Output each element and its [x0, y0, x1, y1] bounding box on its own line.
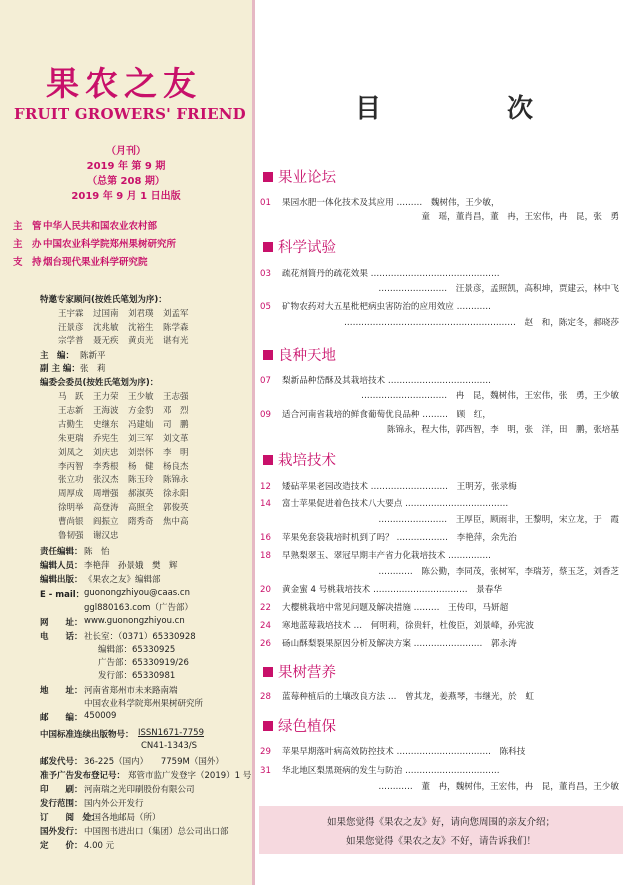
person-name: 聂无疾 — [93, 336, 119, 346]
person-name: 刘庆忠 — [93, 447, 119, 458]
tel-line: 广告部：65330919/26 — [98, 658, 189, 668]
distribution-value: 国内外公开发行 — [84, 799, 144, 809]
tel-line: 社长室：（0371）65330928 — [84, 632, 196, 642]
name-row — [58, 418, 198, 430]
org-name: 中国农业科学院郑州果树研究所 — [43, 239, 177, 250]
section-marker-icon — [263, 350, 273, 360]
note-line: 如果您觉得《果农之友》好，请向您周围的亲友介绍； — [326, 817, 555, 828]
toc-page-number: 01 — [260, 198, 271, 208]
org-row — [13, 236, 176, 250]
section-title: 绿色植保 — [278, 719, 336, 735]
staff-label: 编辑人员： — [40, 561, 83, 571]
person-name: 陈锦永 — [163, 475, 189, 486]
person-name: 刘三军 — [128, 433, 154, 444]
org-role: 主 管 — [13, 221, 42, 232]
cn-value: CN41-1343/S — [141, 741, 198, 751]
toc-page-number: 05 — [260, 302, 271, 312]
person-name: 张汉杰 — [93, 475, 119, 486]
staff-label: 编辑出版： — [40, 575, 83, 585]
person-name: 李秀根 — [93, 461, 119, 472]
toc-panel — [255, 0, 627, 885]
name-row — [58, 487, 198, 499]
person-name: 徐永阳 — [163, 489, 189, 500]
person-name: 杨 健 — [128, 461, 154, 472]
name-row — [58, 390, 198, 402]
toc-entry-title: 砀山酥梨裂果原因分析及解决方案 …………………… 郭永涛 — [282, 639, 517, 649]
toc-page-number: 18 — [260, 551, 271, 561]
toc-page-number: 31 — [260, 766, 271, 776]
toc-entry-authors: 童 瑶，董肖昌，董 冉，王宏伟，冉 昆，张 勇 — [421, 212, 619, 222]
toc-entry[interactable] — [260, 549, 491, 561]
name-row — [58, 334, 198, 346]
toc-entry-title: 梨新品种岱酥及其栽培技术 ……………………………… — [282, 376, 491, 386]
section-marker-icon — [263, 721, 273, 731]
email-1[interactable]: guonongzhiyou@caas.cn — [84, 588, 190, 598]
name-row — [58, 404, 198, 416]
toc-entry-title: 苹果免套袋栽培时机到了吗？ ……………… 李艳萍，余先治 — [282, 533, 517, 543]
org-row — [13, 218, 157, 232]
person-name: 宗学普 — [58, 336, 84, 346]
person-name: 张立功 — [58, 475, 84, 486]
issn-label: 中国标准连续出版物号： — [40, 730, 134, 740]
total-issue: （总第 208 期） — [87, 176, 165, 187]
person-name: 陈学森 — [163, 322, 189, 333]
committee-label: 编委会委员(按姓氏笔划为序)： — [40, 378, 159, 388]
toc-page-number: 28 — [260, 692, 271, 702]
section-title: 果树营养 — [278, 665, 336, 681]
toc-entry-title: 华北地区梨黑斑病的发生与防治 …………………………… — [282, 766, 500, 776]
person-name: 乔宪生 — [93, 433, 119, 444]
tel-label: 电 话： — [40, 632, 83, 642]
toc-entry-authors: ………… 陈公勤，李同茂，张树军，李瑞芳，蔡玉芝，刘香芝 — [378, 567, 619, 577]
person-name: 王宇霖 — [58, 309, 84, 319]
person-name: 王志新 — [58, 405, 84, 416]
section-title: 果业论坛 — [278, 170, 336, 186]
subscribe-value: 全国各地邮局（所） — [84, 813, 161, 823]
person-name: 朱更瑞 — [58, 433, 84, 444]
section-marker-icon — [263, 667, 273, 677]
printer-value: 河南瑞之光印刷股份有限公司 — [84, 785, 195, 795]
toc-entry[interactable] — [260, 583, 502, 595]
masthead-panel — [0, 0, 252, 885]
toc-section-heading[interactable] — [263, 449, 336, 470]
name-row — [58, 446, 198, 458]
toc-entry-authors: ………… 董 冉，魏树伟，王宏伟，冉 昆，董肖昌，王少敏 — [378, 782, 619, 792]
person-name: 王力荣 — [93, 392, 119, 402]
toc-entry[interactable] — [260, 531, 517, 543]
address-line: 中国农业科学院郑州果树研究所 — [84, 699, 204, 709]
section-title: 科学试验 — [278, 240, 336, 256]
section-title: 良种天地 — [278, 348, 336, 364]
deputy-editor-value: 张 莉 — [80, 364, 106, 374]
toc-page-number: 14 — [260, 499, 271, 509]
tel-line: 编辑部：65330925 — [98, 645, 176, 655]
website-link[interactable]: www.guonongzhiyou.cn — [84, 616, 185, 626]
adlicense-label: 准予广告发布登记号： — [40, 771, 126, 781]
person-name: 马 跃 — [58, 392, 84, 402]
person-name: 邓 烈 — [163, 405, 189, 416]
person-name: 刘孟军 — [163, 309, 189, 319]
org-name: 烟台现代果业科学研究院 — [43, 257, 148, 268]
toc-page-number: 16 — [260, 533, 271, 543]
name-row — [58, 529, 198, 541]
toc-entry[interactable] — [260, 764, 500, 776]
toc-entry-title: 富士苹果促进着色技术八大要点 ……………………………… — [282, 499, 509, 509]
toc-entry-title: 蓝莓种植后的土壤改良方法 … 曾其龙，姜燕琴，韦继光，於 虹 — [282, 692, 534, 702]
name-row — [58, 501, 198, 513]
toc-page-number: 24 — [260, 621, 271, 631]
toc-entry[interactable] — [260, 267, 500, 279]
editor-value: 陈新平 — [80, 351, 106, 361]
person-name: 周增强 — [93, 489, 119, 500]
name-row — [58, 321, 198, 333]
section-title: 栽培技术 — [278, 453, 336, 469]
toc-entry[interactable] — [260, 690, 534, 702]
staff-value: 李艳萍 孙景娥 樊 辉 — [84, 561, 178, 571]
toc-entry-title: 疏花剂简丹的疏花效果 ……………………………………… — [282, 269, 500, 279]
toc-page-number: 07 — [260, 376, 271, 386]
staff-value: 陈 怡 — [84, 547, 110, 557]
person-name: 曹尚银 — [58, 517, 84, 528]
person-name: 周厚成 — [58, 489, 84, 500]
person-name: 鲁韧强 — [58, 531, 84, 541]
toc-entry-title: 适合河南省栽培的鲜食葡萄优良品种 ……… 顾 红， — [282, 410, 491, 420]
person-name: 刘文革 — [163, 433, 189, 444]
postal-label: 邮发代号： — [40, 757, 83, 767]
issn-value: ISSN1671-7759 — [138, 728, 204, 738]
note-line: 如果您觉得《果农之友》不好，请告诉我们！ — [345, 836, 536, 847]
address-label: 地 址： — [40, 686, 83, 696]
person-name: 王少敏 — [128, 392, 154, 402]
toc-title: 目 次 — [355, 94, 584, 124]
section-marker-icon — [263, 172, 273, 182]
toc-entry-authors: …………………… 王厚臣，顾雨非，王黎明，宋立龙，于 霞 — [378, 515, 619, 525]
person-name: 杨良杰 — [163, 461, 189, 472]
person-name: 徐明举 — [58, 503, 84, 514]
section-marker-icon — [263, 455, 273, 465]
magazine-title-en: FRUIT GROWERS' FRIEND — [14, 105, 246, 123]
printer-label: 印 刷： — [40, 785, 83, 795]
person-name: 汪景彦 — [58, 322, 84, 333]
toc-entry-title: 果园水肥一体化技术及其应用 ……… 魏树伟，王少敏， — [282, 198, 500, 208]
toc-entry[interactable] — [260, 619, 534, 631]
toc-entry-authors: 陈锦永，程大伟，郭西智，李 明，张 洋，田 鹏，张培基 — [386, 425, 619, 435]
person-name: 陈玉玲 — [128, 475, 154, 486]
person-name: 黄贞光 — [128, 336, 154, 346]
adlicense-value: 郑管市监广发登字（2019）1 号 — [128, 771, 252, 781]
subscribe-label: 订 阅 处： — [40, 813, 100, 823]
toc-section-heading[interactable] — [263, 166, 336, 187]
advisors-label: 特邀专家顾问(按姓氏笔划为序)： — [40, 295, 167, 305]
zip-value: 450009 — [84, 711, 117, 721]
name-row — [58, 515, 198, 527]
person-name: 高登涛 — [93, 503, 119, 514]
toc-entry-title: 苹果早期落叶病高效防控技术 …………………………… 陈科技 — [282, 747, 526, 757]
toc-entry[interactable] — [260, 745, 525, 757]
org-role: 主 办 — [13, 239, 42, 250]
toc-section-heading[interactable] — [263, 344, 336, 365]
toc-section-heading[interactable] — [263, 661, 336, 682]
toc-entry-title: 早熟梨翠玉、翠冠早期丰产省力化栽培技术 …………… — [282, 551, 491, 561]
person-name: 冯建灿 — [128, 419, 154, 430]
toc-entry-title: 矮砧苹果老园改造技术 ……………………… 王明芳，张录梅 — [282, 482, 517, 492]
price-label: 定 价： — [40, 841, 83, 851]
toc-entry[interactable] — [260, 480, 517, 492]
person-name: 阎振立 — [93, 517, 119, 528]
postal-value: 36-225（国内） 7759M（国外） — [84, 757, 224, 767]
person-name: 高照全 — [128, 503, 154, 514]
toc-entry-title: 寒地蓝莓栽培技术 … 何明莉，徐贵轩，杜俊臣，刘景峰，孙宪波 — [282, 621, 534, 631]
name-row — [58, 432, 198, 444]
toc-entry-authors: ………………………… 冉 昆，魏树伟，王宏伟，张 勇，王少敏 — [361, 391, 619, 401]
price-value: 4.00 元 — [84, 841, 115, 851]
publish-date: 2019 年 9 月 1 日出版 — [71, 191, 181, 202]
person-name: 王志强 — [163, 392, 189, 402]
toc-entry[interactable] — [260, 497, 508, 509]
toc-section-heading[interactable] — [263, 236, 336, 257]
toc-page-number: 26 — [260, 639, 271, 649]
toc-page-number: 29 — [260, 747, 271, 757]
frequency: （月刊） — [106, 146, 146, 157]
toc-page-number: 03 — [260, 269, 271, 279]
person-name: 李丙智 — [58, 461, 84, 472]
person-name: 郝淑英 — [128, 489, 154, 500]
tel-line: 发行部：65330981 — [98, 671, 176, 681]
toc-entry-authors: …………………………………………………… 赵 和，陈定冬，郝晓莎 — [343, 318, 619, 328]
toc-page-number: 20 — [260, 585, 271, 595]
name-row — [58, 460, 198, 472]
zip-label: 邮 编： — [40, 713, 83, 723]
toc-page-number: 12 — [260, 482, 271, 492]
foreign-label: 国外发行： — [40, 827, 83, 837]
person-name: 古勤生 — [58, 419, 84, 430]
person-name: 刘崇怀 — [128, 447, 154, 458]
person-name: 焦中高 — [163, 517, 189, 528]
person-name: 王海波 — [93, 405, 119, 416]
address-line: 河南省郑州市未来路南端 — [84, 686, 178, 696]
distribution-label: 发行范围： — [40, 799, 83, 809]
staff-value: 《果农之友》编辑部 — [84, 575, 161, 585]
staff-label: 责任编辑： — [40, 547, 83, 557]
name-row — [58, 307, 198, 319]
editor-label: 主 编： — [40, 351, 75, 361]
magazine-title: 果农之友 — [46, 64, 202, 103]
reader-note — [259, 806, 623, 854]
org-row — [13, 254, 148, 268]
issue-number: 2019 年 第 9 期 — [86, 161, 166, 172]
deputy-editor-label: 副 主 编： — [40, 364, 80, 374]
person-name: 郭俊英 — [163, 503, 189, 514]
org-role: 支 持 — [13, 257, 42, 268]
person-name: 史继东 — [93, 419, 119, 430]
toc-entry-title: 大樱桃栽培中常见问题及解决措施 ……… 王传印，马妍超 — [282, 603, 509, 613]
person-name: 刘君璞 — [128, 309, 154, 319]
web-label: 网 址： — [40, 618, 83, 628]
person-name: 方金豹 — [128, 405, 154, 416]
toc-page-number: 22 — [260, 603, 271, 613]
toc-entry[interactable] — [260, 196, 500, 208]
person-name: 隋秀奇 — [128, 517, 154, 528]
org-name: 中华人民共和国农业农村部 — [43, 221, 158, 232]
person-name: 过国南 — [93, 309, 119, 319]
person-name: 谢汉忠 — [93, 531, 119, 541]
toc-page-number: 09 — [260, 410, 271, 420]
person-name: 李 明 — [163, 447, 189, 458]
toc-entry[interactable] — [260, 601, 508, 613]
toc-entry-title: 黄金蜜 4 号桃栽培技术 …………………………… 景春华 — [282, 585, 502, 595]
toc-entry-title: 矿物农药对大五星枇杷病虫害防治的应用效应 ………… — [282, 302, 491, 312]
toc-entry[interactable] — [260, 374, 491, 386]
toc-entry[interactable] — [260, 300, 491, 312]
email-2[interactable]: ggl880163.com（广告部） — [84, 603, 193, 613]
person-name: 司 鹏 — [163, 419, 189, 430]
person-name: 谌有光 — [163, 336, 189, 346]
person-name: 沈裕生 — [128, 322, 154, 333]
toc-section-heading[interactable] — [263, 715, 336, 736]
toc-entry-authors: …………………… 汪景彦，孟照凯，高积坤，贾建云，林中飞 — [378, 284, 619, 294]
toc-entry[interactable] — [260, 408, 491, 420]
section-marker-icon — [263, 242, 273, 252]
foreign-value: 中国图书进出口（集团）总公司出口部 — [84, 827, 229, 837]
toc-entry[interactable] — [260, 637, 517, 649]
email-label: E - mail： — [40, 590, 85, 600]
name-row — [58, 473, 198, 485]
person-name: 沈兆敏 — [93, 322, 119, 333]
person-name: 刘凤之 — [58, 447, 84, 458]
